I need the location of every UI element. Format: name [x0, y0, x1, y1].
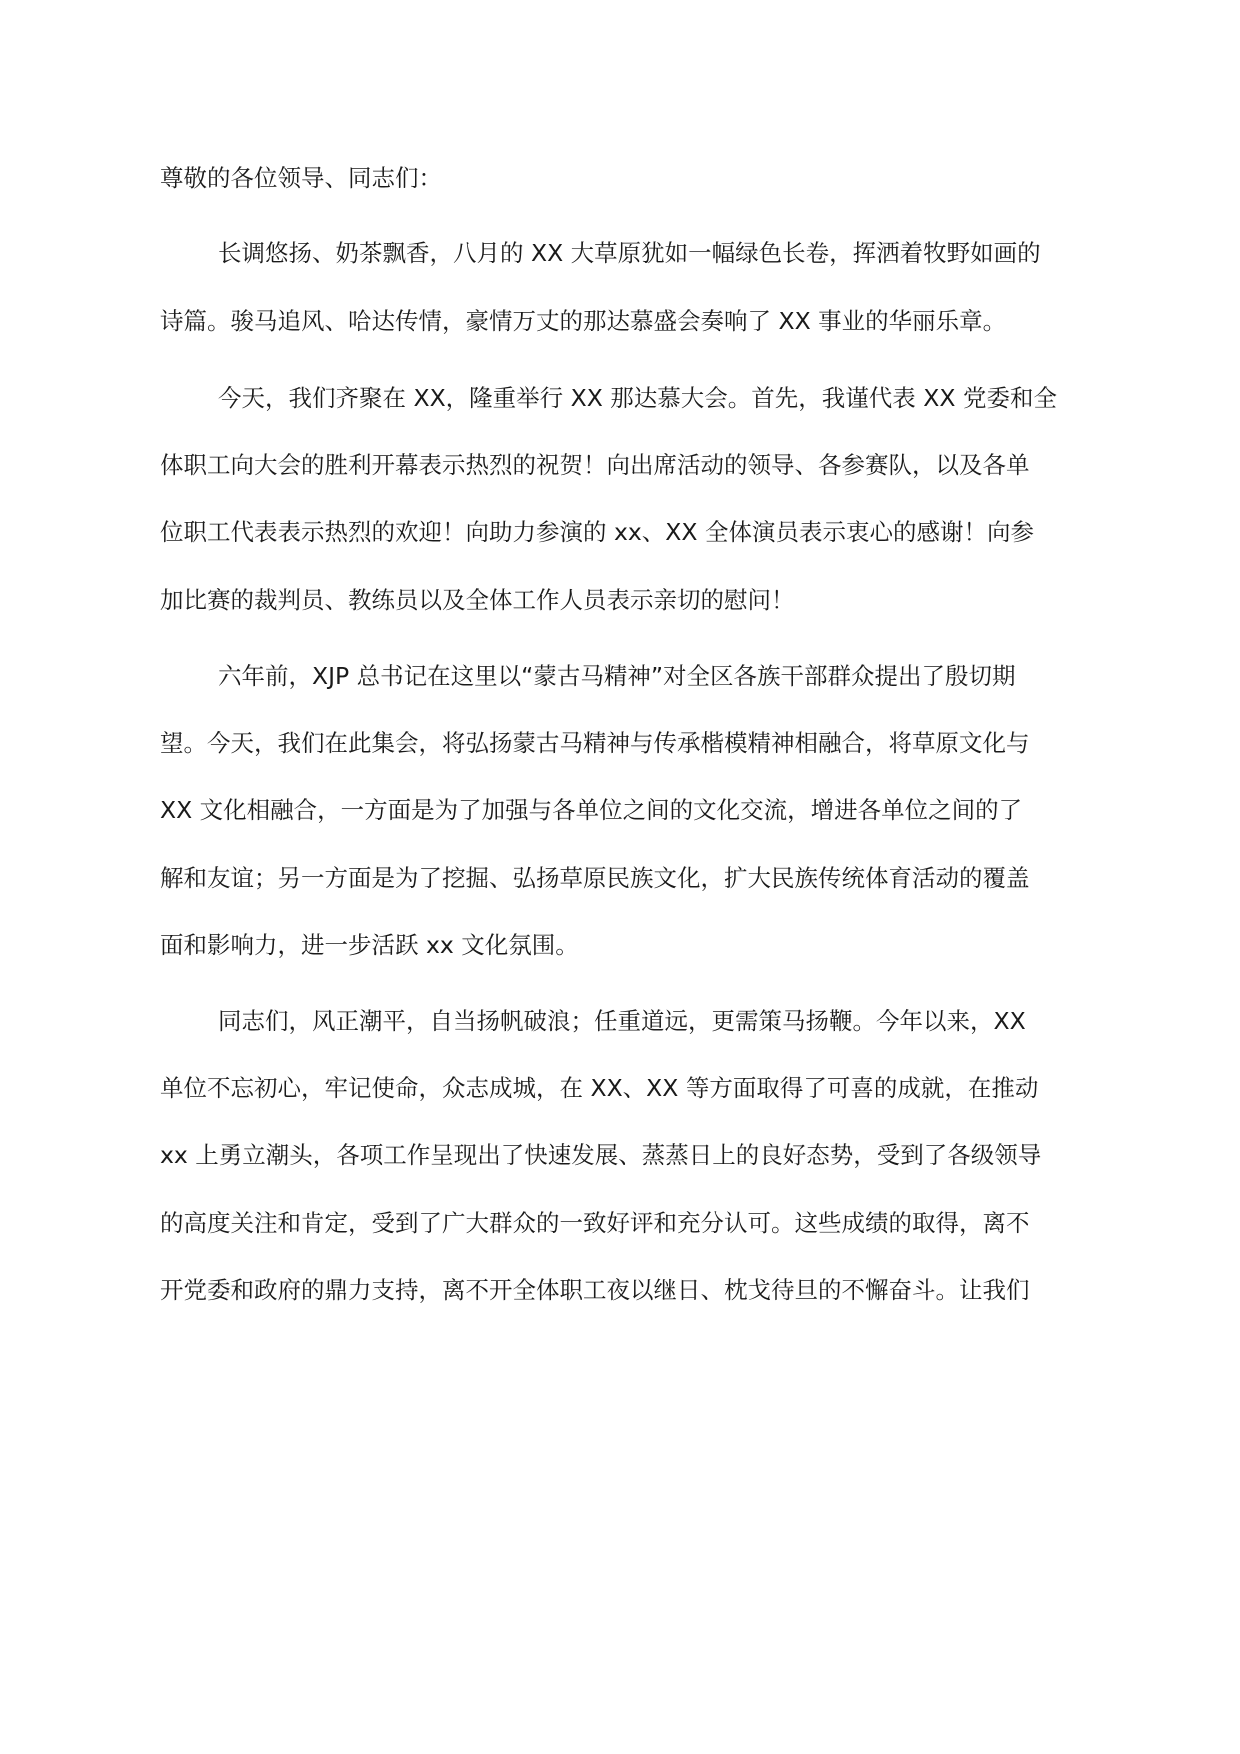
- paragraph-2-line-2: 体职工向大会的胜利开幕表示热烈的祝贺！向出席活动的领导、各参赛队，以及各单: [160, 451, 1030, 479]
- paragraph-3-line-3: XX 文化相融合，一方面是为了加强与各单位之间的文化交流，增进各单位之间的了: [160, 796, 1023, 824]
- paragraph-3-line-2: 望。今天，我们在此集会，将弘扬蒙古马精神与传承楷模精神相融合，将草原文化与: [160, 729, 1030, 757]
- paragraph-4-line-3: xx 上勇立潮头，各项工作呈现出了快速发展、蒸蒸日上的良好态势，受到了各级领导: [160, 1141, 1042, 1169]
- salutation: 尊敬的各位领导、同志们：: [160, 164, 442, 192]
- paragraph-4-line-2: 单位不忘初心，牢记使命，众志成城，在 XX、XX 等方面取得了可喜的成就，在推动: [160, 1074, 1039, 1102]
- paragraph-2-line-1: 今天，我们齐聚在 XX，隆重举行 XX 那达慕大会。首先，我谨代表 XX 党委和全: [218, 384, 1057, 412]
- paragraph-4-line-4: 的高度关注和肯定，受到了广大群众的一致好评和充分认可。这些成绩的取得，离不: [160, 1209, 1030, 1237]
- paragraph-4-line-5: 开党委和政府的鼎力支持，离不开全体职工夜以继日、枕戈待旦的不懈奋斗。让我们: [160, 1276, 1030, 1304]
- paragraph-3-line-4: 解和友谊；另一方面是为了挖掘、弘扬草原民族文化，扩大民族传统体育活动的覆盖: [160, 864, 1030, 892]
- paragraph-2-line-4: 加比赛的裁判员、教练员以及全体工作人员表示亲切的慰问！: [160, 586, 795, 614]
- paragraph-4-line-1: 同志们，风正潮平，自当扬帆破浪；任重道远，更需策马扬鞭。今年以来，XX: [218, 1007, 1026, 1035]
- paragraph-2-line-3: 位职工代表表示热烈的欢迎！向助力参演的 xx、XX 全体演员表示衷心的感谢！向参: [160, 518, 1034, 546]
- paragraph-1-line-1: 长调悠扬、奶茶飘香，八月的 XX 大草原犹如一幅绿色长卷，挥洒着牧野如画的: [218, 239, 1041, 267]
- paragraph-1-line-2: 诗篇。骏马追风、哈达传情，豪情万丈的那达慕盛会奏响了 XX 事业的华丽乐章。: [160, 307, 1007, 335]
- paragraph-3-line-1: 六年前，XJP 总书记在这里以“蒙古马精神”对全区各族干部群众提出了殷切期: [218, 662, 1016, 690]
- paragraph-3-line-5: 面和影响力，进一步活跃 xx 文化氛围。: [160, 931, 579, 959]
